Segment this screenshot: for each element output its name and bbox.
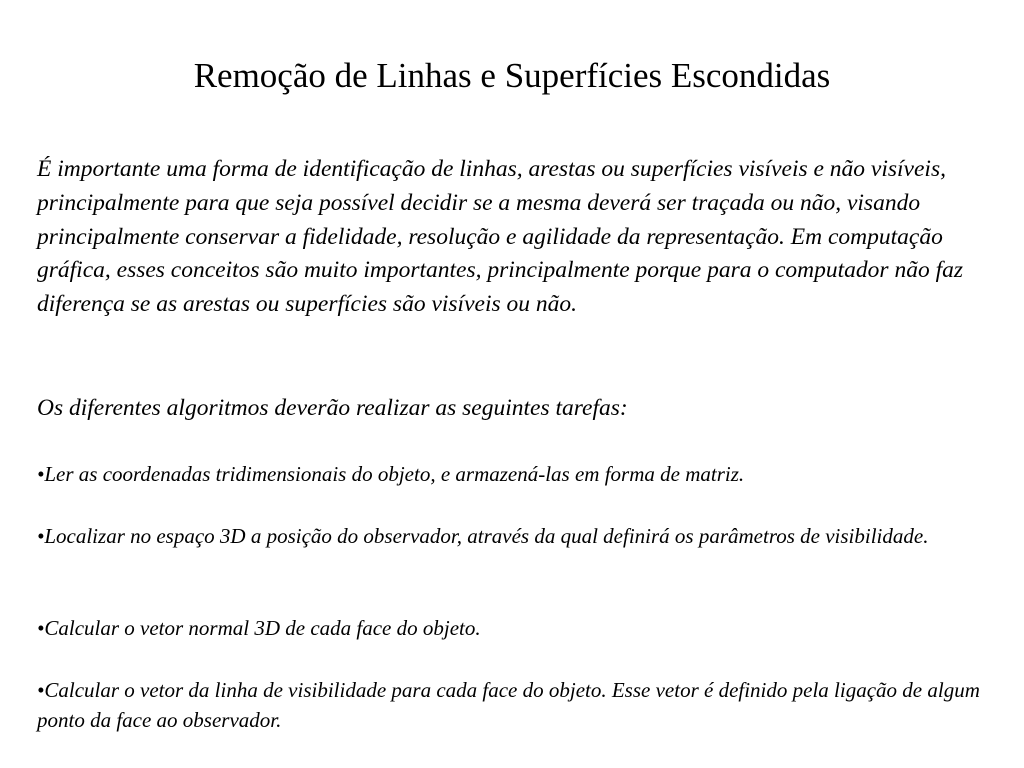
bullet-item-normal-vector: •Calcular o vetor normal 3D de cada face do objeto. <box>37 616 481 640</box>
bullet-item-read-coordinates: •Ler as coordenadas tridimensionais do objeto, e armazená-las em forma de matriz. <box>37 462 745 486</box>
bullet-item-visibility-vector: •Calcular o vetor da linha de visibilidade para cada face do objeto. Esse vetor é definido pela ligação de algum ponto da face ao observador. <box>37 678 980 732</box>
slide-title: Remoção de Linhas e Superfícies Escondidas <box>193 56 831 95</box>
tasks-lead-text: Os diferentes algoritmos deverão realizar as seguintes tarefas: <box>37 395 628 421</box>
intro-paragraph: É importante uma forma de identificação de linhas, arestas ou superfícies visíveis e não visíveis, principalmente para que seja possível decidir se a mesma deverá ser traçada ou não, visando principalmente conservar a fidelidade, resolução e agilidade da representação. Em computação gráfica, esses conceitos são muito importantes, principalmente porque para o computador não faz diferença se as arestas ou superfícies são visíveis ou não. <box>37 156 964 318</box>
bullet-item-locate-observer: •Localizar no espaço 3D a posição do observador, através da qual definirá os parâmetros de visibilidade. <box>37 524 929 548</box>
